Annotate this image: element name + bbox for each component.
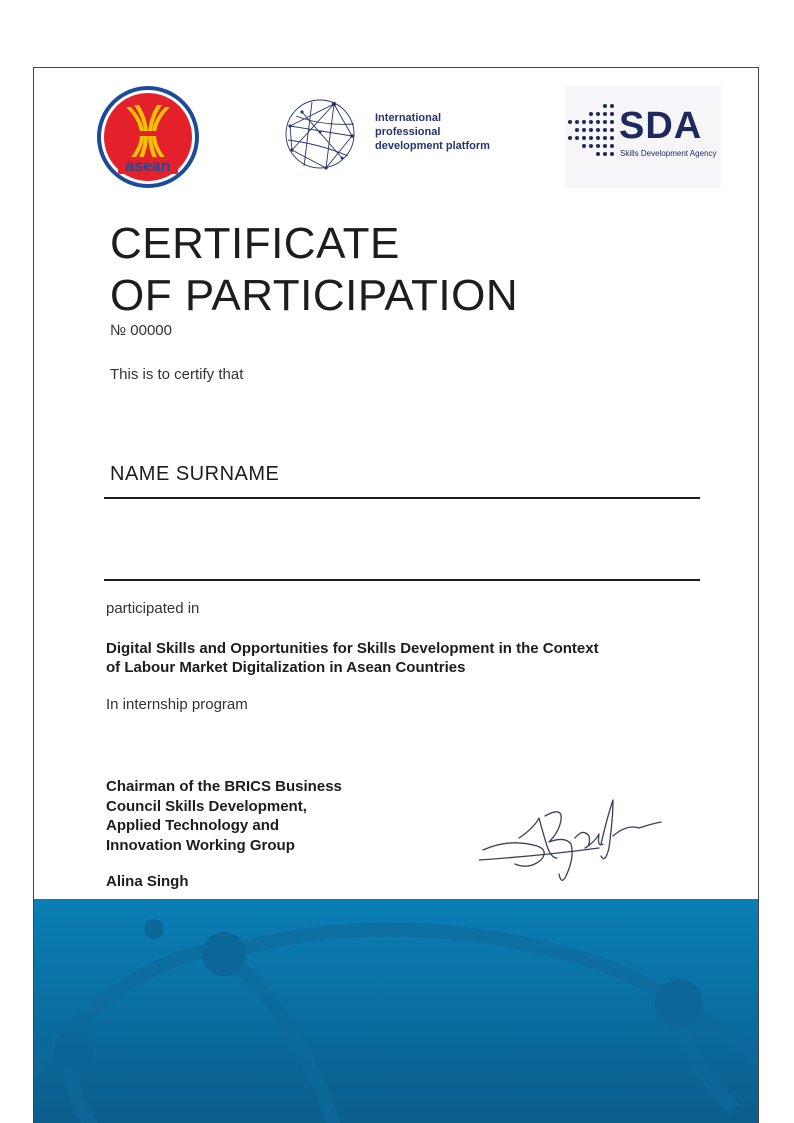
asean-wordmark: asean [125,158,171,175]
dot-grid-icon [565,102,621,172]
sda-logo [565,86,721,188]
ipdp-line2: professional [375,126,441,138]
program-text: In internship program [106,696,248,713]
participated-text: participated in [106,600,200,617]
course-line1: Digital Skills and Opportunities for Skills Development in the Context [106,640,599,657]
certificate-number: № 00000 [110,322,172,339]
certify-text: This is to certify that [110,366,244,383]
ipdp-line3: development platform [375,140,490,152]
signatory-title-line2: Council Skills Development, [106,797,307,815]
sda-wordmark: SDA [619,105,703,147]
signatory-name: Alina Singh [106,873,189,890]
recipient-name: NAME SURNAME [110,463,280,485]
blank-underline [104,579,700,581]
network-globe-icon [282,96,358,172]
signatory-title-line4: Innovation Working Group [106,836,295,854]
signatory-title-line3: Applied Technology and [106,817,280,834]
certificate-frame [33,67,759,1123]
decorative-banner [34,899,759,1123]
sda-subtitle: Skills Development Agency [620,149,717,158]
asean-logo [96,85,200,189]
name-underline [104,497,700,499]
ipdp-logo [282,96,514,172]
signatory-title [106,777,406,855]
title-line1: CERTIFICATE [110,219,400,268]
ipdp-line1: International [375,112,442,124]
title-line2: OF PARTICIPATION [110,271,519,320]
signature-image [479,798,664,888]
course-line2: of Labour Market Digitalization in Asean Countries [106,659,466,676]
certificate-title [110,218,518,322]
signatory-title-line1: Chairman of the BRICS Business [106,778,342,795]
course-title [106,639,706,677]
